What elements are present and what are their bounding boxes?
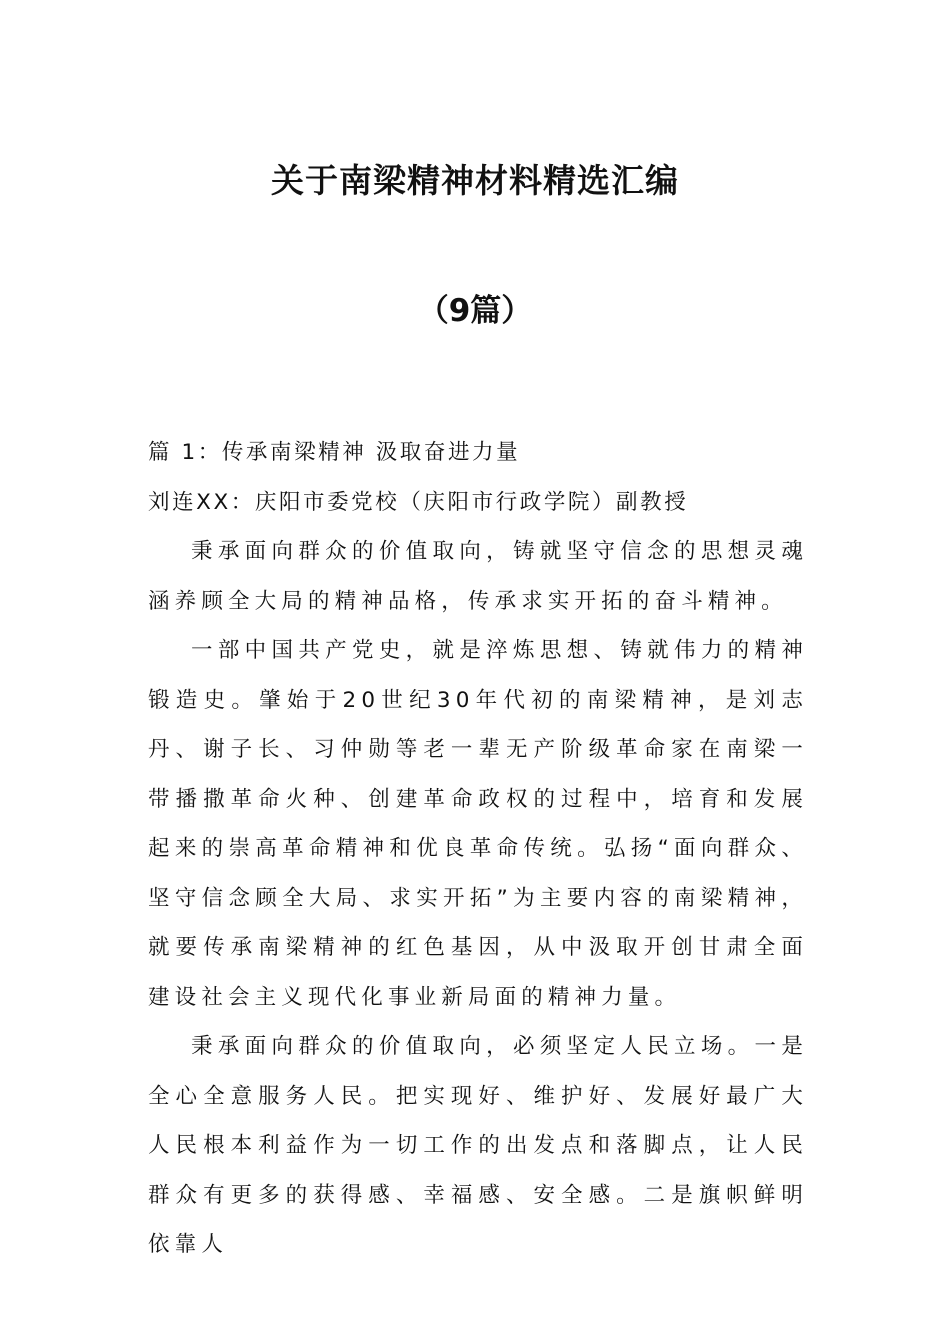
author-line: 刘连XX：庆阳市委党校（庆阳市行政学院）副教授 xyxy=(148,489,689,515)
body-paragraph-1: 秉承面向群众的价值取向，铸就坚守信念的思想灵魂涵养顾全大局的精神品格，传承求实开拓的奋斗精神。 xyxy=(148,539,808,614)
document-title: 关于南梁精神材料精选汇编 xyxy=(271,161,679,200)
body-paragraph-2: 一部中国共产党史，就是淬炼思想、铸就伟力的精神锻造史。肇始于20世纪30年代初的南梁精神，是刘志丹、谢子长、习仲勋等老一辈无产阶级革命家在南梁一带播撒革命火种、创建革命政权的过程中，培育和发展起来的崇高革命精神和优良革命传统。弘扬“面向群众、坚守信念顾全大局、求实开拓”为主要内容的南梁精神，就要传承南梁精神的红色基因，从中汲取开创甘肃全面建设社会主义现代化事业新局面的精神力量。 xyxy=(148,638,808,1010)
document-body xyxy=(148,428,808,1270)
article-heading: 篇 1：传承南梁精神 汲取奋进力量 xyxy=(148,440,521,465)
body-paragraph-3: 秉承面向群众的价值取向，必须坚定人民立场。一是全心全意服务人民。把实现好、维护好、发展好最广大人民根本利益作为一切工作的出发点和落脚点，让人民群众有更多的获得感、幸福感、安全感。二是旗帜鲜明依靠人 xyxy=(148,1034,808,1257)
document-subtitle: （9篇） xyxy=(417,293,533,329)
